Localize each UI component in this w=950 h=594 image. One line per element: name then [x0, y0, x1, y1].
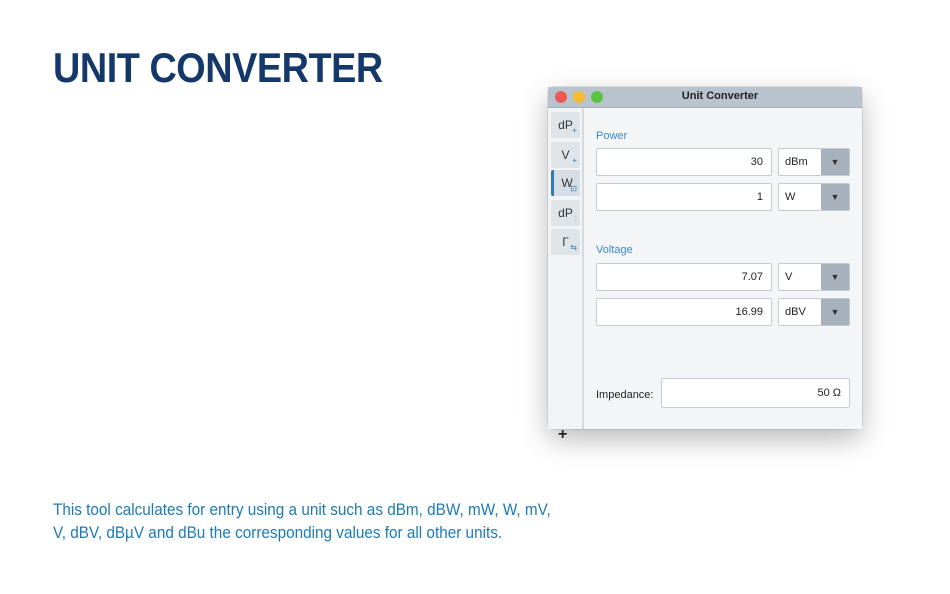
sidebar-item-voltage[interactable]: V +	[551, 142, 580, 168]
converter-sidebar	[548, 108, 584, 443]
dropdown-arrow-icon[interactable]: ▼	[821, 184, 849, 210]
sidebar-item-db-ratio[interactable]: dP :	[551, 200, 580, 226]
voltage-value-input-2[interactable]	[596, 298, 772, 326]
voltage-icon: V	[561, 148, 570, 162]
sidebar-item-watt[interactable]: W ⊡	[551, 170, 580, 196]
window-title: Unit Converter	[681, 90, 759, 102]
impedance-label: Impedance:	[596, 389, 654, 401]
tool-description: This tool calculates for entry using a unit such as dBm, dBW, mW, W, mV, V, dBV, dBµV and dBu the corresponding values for all other units.	[53, 500, 551, 542]
voltage-section-label: Voltage	[596, 244, 633, 256]
dropdown-arrow-icon[interactable]: ▼	[821, 149, 849, 175]
page-headline: UNIT CONVERTER	[53, 44, 383, 91]
dp-power-icon: dP	[558, 118, 573, 132]
power-value-input-2[interactable]	[596, 183, 772, 211]
voltage-unit-select-2[interactable]: dBV ▼	[778, 298, 850, 326]
sidebar-item-reflection[interactable]: Γ ⇆	[551, 229, 580, 255]
voltage-unit-select-1[interactable]: V ▼	[778, 263, 850, 291]
sidebar-item-dbm-power[interactable]: dP +	[551, 112, 580, 138]
dropdown-arrow-icon[interactable]: ▼	[821, 264, 849, 290]
power-unit-select-1[interactable]: dBm ▼	[778, 148, 850, 176]
power-unit-select-2[interactable]: W ▼	[778, 183, 850, 211]
dp-ratio-icon: dP	[558, 206, 573, 220]
add-converter-button[interactable]: +	[558, 426, 568, 443]
unit-converter-window	[548, 87, 862, 443]
watt-icon: W	[561, 176, 573, 190]
reflection-icon: Γ	[562, 235, 569, 249]
dropdown-arrow-icon[interactable]: ▼	[821, 299, 849, 325]
power-value-input-1[interactable]	[596, 148, 772, 176]
power-section-label: Power	[596, 130, 628, 142]
impedance-input[interactable]: 50 Ω	[661, 378, 850, 408]
voltage-value-input-1[interactable]	[596, 263, 772, 291]
window-titlebar[interactable]	[548, 87, 862, 108]
converter-panel	[584, 108, 862, 429]
